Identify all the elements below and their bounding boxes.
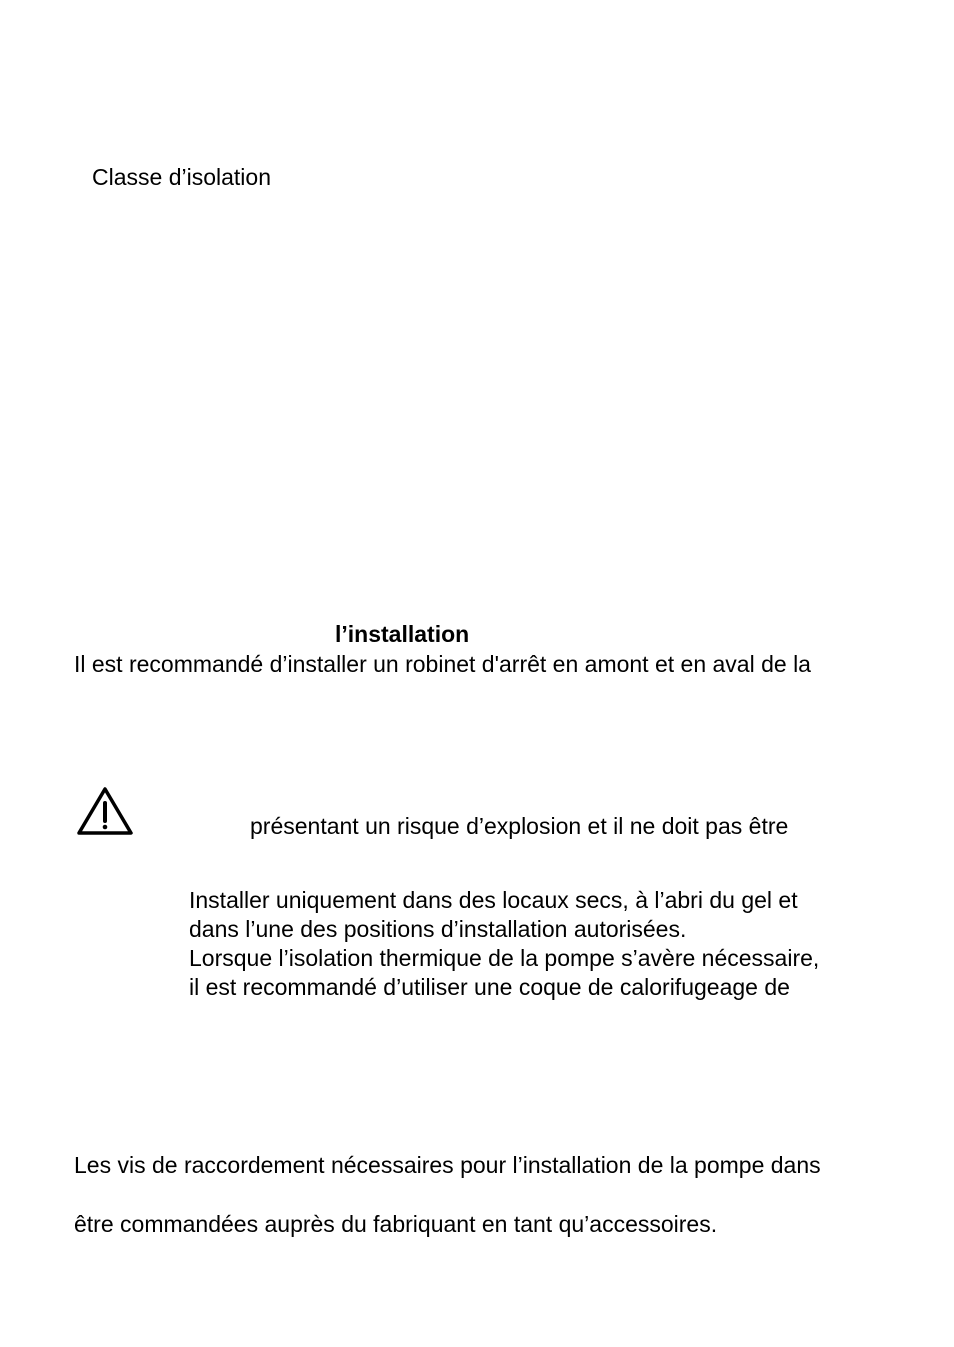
instruction-line: Lorsque l’isolation thermique de la pompe s’avère nécessaire, (189, 945, 820, 971)
installation-recommendation: Il est recommandé d’installer un robinet d'arrêt en amont et en aval de la (74, 651, 811, 677)
instruction-line: il est recommandé d’utiliser une coque de calorifugeage de (189, 974, 790, 1000)
instruction-line: Installer uniquement dans des locaux secs, à l’abri du gel et (189, 887, 798, 913)
screws-text-line-2: être commandées auprès du fabriquant en tant qu’accessoires. (74, 1211, 718, 1237)
screws-text-line-1: Les vis de raccordement nécessaires pour l’installation de la pompe dans (74, 1152, 821, 1178)
warning-triangle-icon (76, 786, 134, 836)
installation-heading: l’installation (335, 621, 470, 647)
warning-text: présentant un risque d’explosion et il ne doit pas être (250, 813, 789, 839)
instruction-line: dans l’une des positions d’installation autorisées. (189, 916, 687, 942)
insulation-class-label: Classe d’isolation (92, 164, 271, 190)
